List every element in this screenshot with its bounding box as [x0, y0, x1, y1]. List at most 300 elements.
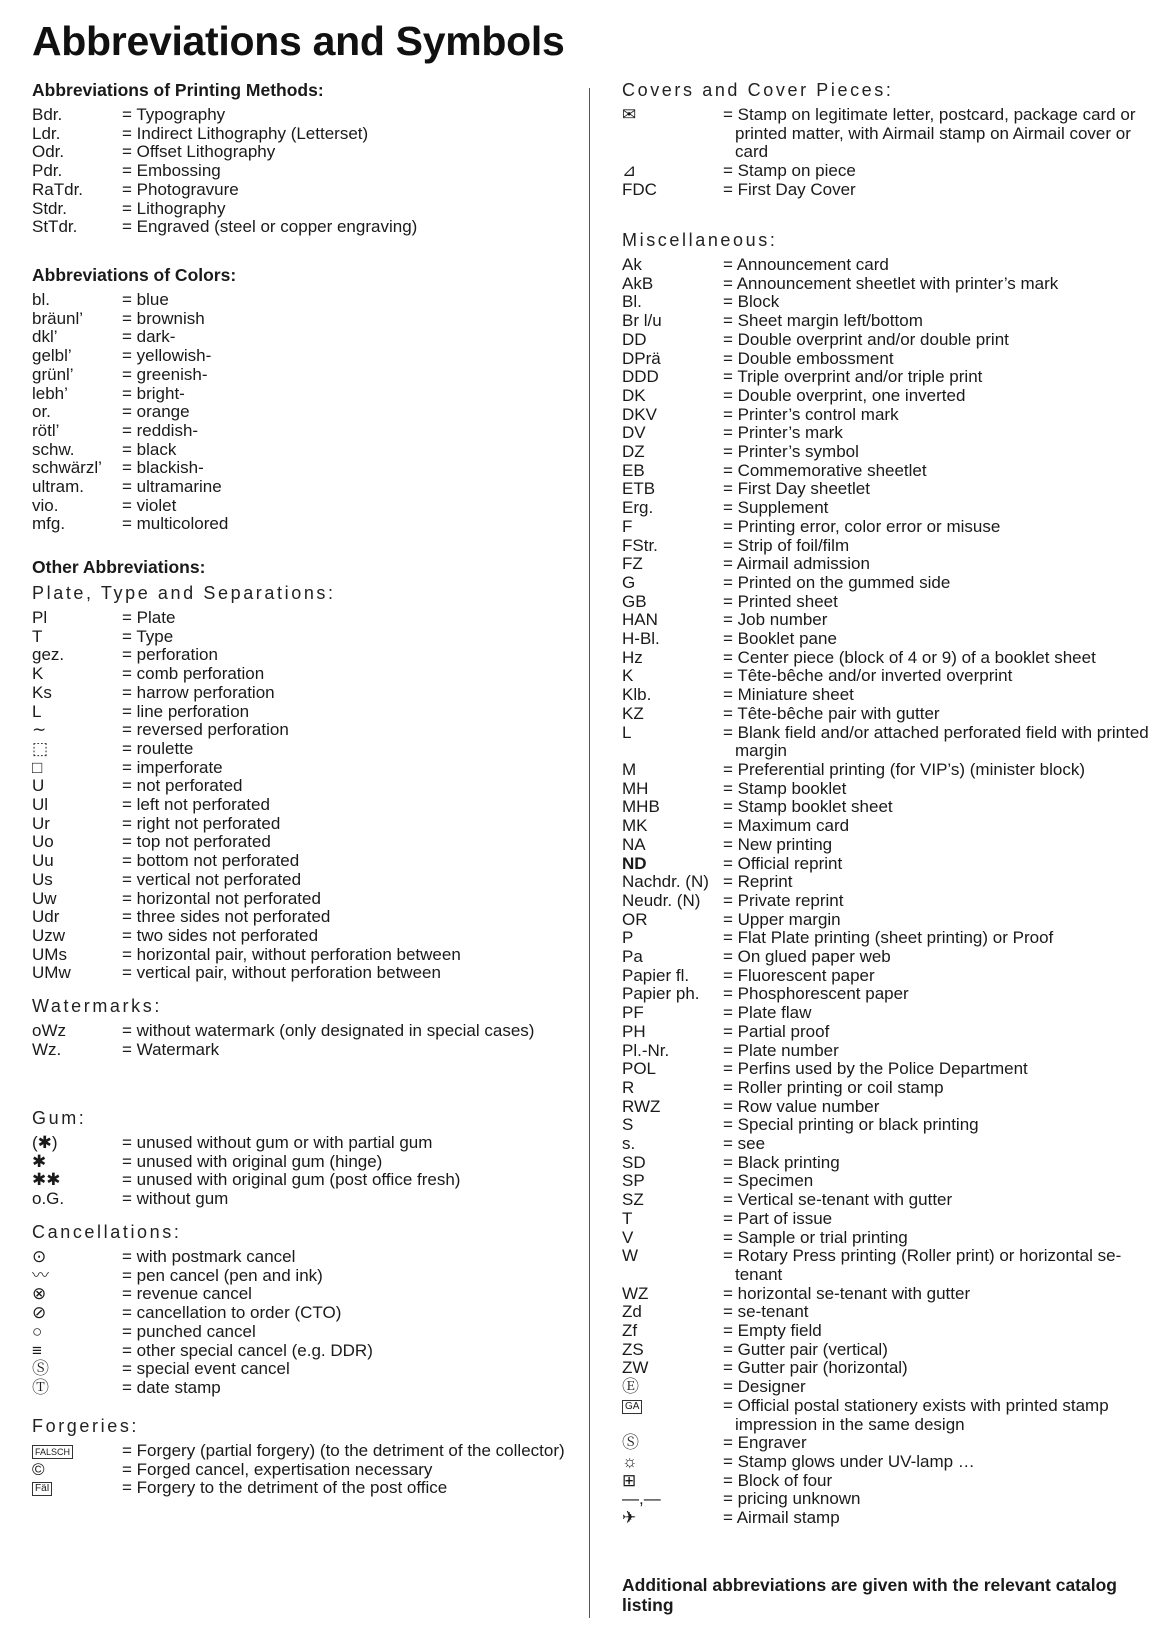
abbreviation-term: RWZ [622, 1096, 661, 1116]
abbreviation-entry [622, 424, 1162, 443]
abbreviation-entry [622, 1359, 1162, 1378]
abbreviation-term: R [622, 1077, 635, 1097]
abbreviation-entry [32, 200, 577, 219]
abbreviation-entry [622, 705, 1162, 724]
abbreviation-definition: = Airmail admission [723, 554, 870, 574]
abbreviation-entry [622, 798, 1162, 817]
abbreviation-definition: = Typography [122, 105, 226, 124]
cancellations-section [32, 1221, 577, 1398]
abbreviation-definition: = Row value number [723, 1096, 880, 1116]
abbreviation-term: rötl’ [32, 420, 60, 440]
abbreviation-definition: = Blank field and/or attached perforated field with printed margin [723, 722, 1149, 761]
abbreviation-entry [622, 1472, 1162, 1491]
abbreviation-definition: = multicolored [122, 514, 229, 534]
entry-list [622, 106, 1162, 200]
abbreviation-term: MHB [622, 797, 660, 817]
abbreviation-entry [32, 385, 577, 404]
abbreviation-entry [32, 796, 577, 815]
abbreviation-definition: = Official postal stationery exists with printed stamp impression in the same design [723, 1395, 1109, 1434]
abbreviation-entry [32, 1022, 577, 1041]
abbreviation-term: AkB [622, 273, 654, 293]
abbreviation-entry [622, 1247, 1162, 1284]
abbreviation-definition: = dark- [122, 327, 176, 347]
abbreviation-term: S [622, 1115, 634, 1135]
abbreviation-entry [622, 1210, 1162, 1229]
abbreviation-entry [32, 1379, 577, 1398]
abbreviation-definition: = Tête-bêche pair with gutter [723, 703, 940, 723]
abbreviation-term: gelbl’ [32, 346, 72, 366]
section-subheading: Plate, Type and Separations: [32, 583, 336, 603]
entry-list [32, 1248, 577, 1398]
abbreviation-entry [622, 611, 1162, 630]
abbreviation-definition: = Lithography [122, 198, 226, 218]
abbreviation-term: ⬚ [32, 738, 49, 758]
abbreviation-entry [622, 1172, 1162, 1191]
abbreviation-definition: = Perfins used by the Police Department [723, 1059, 1028, 1079]
abbreviation-definition: = date stamp [122, 1377, 221, 1397]
abbreviation-entry [622, 892, 1162, 911]
abbreviation-entry [32, 441, 577, 460]
abbreviation-entry [622, 630, 1162, 649]
abbreviation-term: Ⓔ [622, 1377, 639, 1397]
abbreviation-definition: = Stamp on legitimate letter, postcard, package card or printed matter, with Airmail stamp on Airmail cover or card [723, 105, 1136, 162]
abbreviation-definition: = blue [122, 290, 169, 309]
abbreviation-definition: = Offset Lithography [122, 142, 276, 162]
abbreviation-term: Pdr. [32, 161, 63, 181]
abbreviation-definition: = Designer [723, 1377, 806, 1397]
abbreviation-term: EB [622, 460, 645, 480]
abbreviation-entry [32, 1479, 577, 1498]
abbreviation-entry [32, 815, 577, 834]
abbreviation-term: FDC [622, 179, 657, 199]
abbreviation-entry [32, 646, 577, 665]
abbreviation-entry [32, 106, 577, 125]
abbreviation-entry [32, 946, 577, 965]
abbreviation-definition: = Double overprint, one inverted [723, 385, 966, 405]
abbreviation-term: T [32, 626, 43, 646]
section-heading: Abbreviations of Printing Methods: [32, 80, 324, 100]
abbreviation-definition: = Printer’s symbol [723, 442, 859, 462]
abbreviation-term: H-Bl. [622, 629, 660, 649]
abbreviation-term: (✱) [32, 1133, 58, 1152]
abbreviation-term: DD [622, 329, 647, 349]
abbreviation-definition: = Airmail stamp [723, 1508, 840, 1528]
abbreviation-definition: = Watermark [122, 1039, 220, 1059]
abbreviation-entry [32, 1342, 577, 1361]
abbreviation-definition: = Fluorescent paper [723, 965, 875, 985]
abbreviation-entry [32, 759, 577, 778]
abbreviation-definition: = reddish- [122, 420, 199, 440]
abbreviation-entry [622, 836, 1162, 855]
abbreviation-term: Odr. [32, 142, 65, 162]
abbreviation-definition: = special event cancel [122, 1359, 290, 1379]
abbreviation-definition: = without watermark (only designated in special cases) [122, 1021, 535, 1040]
abbreviation-definition: = Vertical se-tenant with gutter [723, 1190, 953, 1210]
other-abbreviations-section [32, 556, 577, 983]
abbreviation-entry [622, 1285, 1162, 1304]
abbreviation-term: FStr. [622, 535, 658, 555]
abbreviation-definition: = First Day sheetlet [723, 479, 870, 499]
abbreviation-entry [32, 143, 577, 162]
abbreviation-entry [32, 721, 577, 740]
abbreviation-entry [32, 478, 577, 497]
abbreviation-definition: = bright- [122, 383, 185, 403]
abbreviation-entry [622, 293, 1162, 312]
abbreviation-definition: = vertical pair, without perforation between [122, 963, 441, 983]
abbreviation-entry [32, 125, 577, 144]
entry-list [32, 1442, 577, 1498]
abbreviation-definition: = line perforation [122, 701, 250, 721]
abbreviation-term: schw. [32, 439, 75, 459]
abbreviation-entry [32, 964, 577, 983]
abbreviation-entry [622, 106, 1162, 162]
abbreviation-term: Uu [32, 851, 54, 871]
entry-list [32, 291, 577, 534]
abbreviation-entry [622, 1079, 1162, 1098]
abbreviation-term: Wz. [32, 1039, 62, 1059]
abbreviation-term: Hz [622, 647, 643, 667]
abbreviation-entry [32, 366, 577, 385]
abbreviation-entry [32, 871, 577, 890]
abbreviation-definition: = with postmark cancel [122, 1247, 296, 1266]
abbreviation-entry [32, 218, 577, 237]
abbreviation-entry [622, 406, 1162, 425]
abbreviation-term: mfg. [32, 514, 66, 534]
abbreviation-entry [32, 162, 577, 181]
abbreviation-entry [622, 1042, 1162, 1061]
abbreviation-definition: = two sides not perforated [122, 925, 319, 945]
abbreviation-entry [32, 628, 577, 647]
abbreviation-term: or. [32, 402, 51, 422]
abbreviation-entry [622, 499, 1162, 518]
abbreviation-definition: = orange [122, 402, 190, 422]
abbreviation-entry [622, 443, 1162, 462]
abbreviation-entry [32, 1360, 577, 1379]
abbreviation-entry [622, 480, 1162, 499]
abbreviation-entry [32, 665, 577, 684]
abbreviation-definition: = unused with original gum (hinge) [122, 1151, 383, 1171]
abbreviation-definition: = Stamp on piece [723, 161, 856, 181]
abbreviation-term: Nachdr. (N) [622, 872, 709, 892]
abbreviation-entry [622, 312, 1162, 331]
abbreviation-entry [32, 422, 577, 441]
abbreviation-term: Uo [32, 832, 54, 852]
abbreviation-definition: = Printer’s control mark [723, 404, 899, 424]
abbreviation-entry [32, 1171, 577, 1190]
abbreviation-definition: = without gum [122, 1189, 229, 1209]
abbreviation-entry [32, 1304, 577, 1323]
abbreviation-definition: = Upper margin [723, 909, 841, 929]
abbreviation-entry [622, 1116, 1162, 1135]
abbreviation-term: Neudr. (N) [622, 890, 701, 910]
abbreviation-definition: = vertical not perforated [122, 869, 302, 889]
abbreviation-term: ⊿ [622, 161, 637, 181]
abbreviation-entry [32, 1267, 577, 1286]
abbreviation-entry [622, 686, 1162, 705]
abbreviation-term: ⊙ [32, 1247, 47, 1266]
abbreviation-entry [622, 1060, 1162, 1079]
abbreviation-definition: = left not perforated [122, 795, 270, 815]
abbreviation-definition: = Block of four [723, 1470, 833, 1490]
abbreviation-term: Pl.-Nr. [622, 1040, 670, 1060]
abbreviation-term: UMs [32, 944, 67, 964]
abbreviation-definition: = Supplement [723, 498, 829, 518]
section-heading: Cancellations: [32, 1222, 182, 1242]
abbreviation-term: lebh’ [32, 383, 68, 403]
abbreviation-term: ETB [622, 479, 656, 499]
abbreviation-term: ✱ [32, 1151, 47, 1171]
abbreviation-term: dkl’ [32, 327, 58, 347]
abbreviation-entry [622, 574, 1162, 593]
abbreviation-term: DK [622, 385, 646, 405]
abbreviation-term: bl. [32, 290, 50, 309]
abbreviation-term: DKV [622, 404, 657, 424]
abbreviation-definition: = Block [723, 292, 780, 312]
abbreviation-term: StTdr. [32, 217, 78, 237]
abbreviation-term: Bdr. [32, 105, 63, 124]
footer-note: Additional abbreviations are given with the relevant catalog listing [622, 1575, 1117, 1615]
abbreviation-term: Ul [32, 795, 49, 815]
abbreviation-definition: = Miniature sheet [723, 685, 854, 705]
abbreviation-definition: = Preferential printing (for VIP’s) (minister block) [723, 759, 1086, 779]
abbreviation-term: Ⓢ [622, 1433, 639, 1453]
abbreviation-entry [32, 1323, 577, 1342]
abbreviation-definition: = Private reprint [723, 890, 844, 910]
abbreviation-entry [622, 667, 1162, 686]
abbreviation-definition: = Flat Plate printing (sheet printing) or Proof [723, 928, 1054, 948]
abbreviation-entry [622, 911, 1162, 930]
section-heading: Other Abbreviations: [32, 557, 206, 577]
abbreviation-entry [622, 1322, 1162, 1341]
abbreviation-term: FALSCH [32, 1445, 73, 1459]
abbreviation-definition: = Partial proof [723, 1021, 830, 1041]
entry-list [622, 256, 1162, 1528]
abbreviation-entry [32, 497, 577, 516]
column-divider [589, 88, 590, 1618]
abbreviation-term: SZ [622, 1190, 644, 1210]
abbreviation-term: UMw [32, 963, 71, 983]
entry-list [32, 106, 577, 237]
abbreviation-definition: = blackish- [122, 458, 204, 478]
page-title: Abbreviations and Symbols [32, 18, 565, 64]
abbreviation-term: Uw [32, 888, 57, 908]
abbreviation-entry [32, 310, 577, 329]
abbreviation-definition: = bottom not perforated [122, 851, 300, 871]
abbreviation-term: Papier ph. [622, 984, 700, 1004]
abbreviation-entry [32, 1442, 577, 1461]
printing-methods-section [32, 79, 577, 237]
abbreviation-term: □ [32, 757, 43, 777]
abbreviation-entry [622, 985, 1162, 1004]
abbreviation-term: ✈ [622, 1508, 637, 1528]
abbreviation-entry [622, 873, 1162, 892]
abbreviation-term: MK [622, 816, 648, 836]
abbreviation-term: Erg. [622, 498, 654, 518]
abbreviation-definition: = right not perforated [122, 813, 281, 833]
abbreviation-definition: = Maximum card [723, 816, 850, 836]
abbreviation-term: PF [622, 1003, 644, 1023]
abbreviation-entry [622, 593, 1162, 612]
abbreviation-entry [622, 537, 1162, 556]
entry-list [32, 1134, 577, 1209]
colors-section [32, 264, 577, 534]
abbreviation-entry [622, 518, 1162, 537]
abbreviation-entry [622, 1341, 1162, 1360]
abbreviation-definition: = Stamp glows under UV-lamp … [723, 1452, 975, 1471]
abbreviation-term: ⊗ [32, 1284, 47, 1304]
abbreviation-term: G [622, 572, 636, 592]
abbreviation-entry [622, 1135, 1162, 1154]
abbreviation-definition: = yellowish- [122, 346, 212, 366]
abbreviation-entry [622, 948, 1162, 967]
abbreviation-definition: = Commemorative sheetlet [723, 460, 927, 480]
abbreviation-definition: = Gutter pair (horizontal) [723, 1358, 908, 1378]
abbreviation-definition: = Roller printing or coil stamp [723, 1077, 944, 1097]
abbreviation-definition: = Empty field [723, 1321, 822, 1341]
abbreviation-term: Bl. [622, 292, 642, 312]
covers-section [622, 79, 1162, 200]
forgeries-section [32, 1415, 577, 1498]
abbreviation-term: T [622, 1208, 633, 1228]
abbreviation-definition: = Gutter pair (vertical) [723, 1339, 888, 1359]
abbreviation-term: Us [32, 869, 53, 889]
abbreviation-definition: = Job number [723, 610, 828, 630]
abbreviation-term: M [622, 759, 637, 779]
abbreviation-entry [622, 1004, 1162, 1023]
abbreviation-definition: = Rotary Press printing (Roller print) or horizontal se-tenant [723, 1246, 1122, 1284]
abbreviation-definition: = Indirect Lithography (Letterset) [122, 123, 369, 143]
abbreviation-entry [32, 459, 577, 478]
abbreviation-term: bräunl’ [32, 308, 84, 328]
abbreviation-term: Ur [32, 813, 50, 833]
abbreviation-definition: = Photogravure [122, 179, 239, 199]
abbreviation-definition: = Printed on the gummed side [723, 572, 951, 592]
abbreviation-entry [32, 1190, 577, 1209]
abbreviation-definition: = reversed perforation [122, 720, 289, 740]
abbreviation-term: RaTdr. [32, 179, 84, 199]
abbreviation-definition: = not perforated [122, 776, 243, 796]
abbreviation-term: DPrä [622, 348, 661, 368]
section-heading: Gum: [32, 1108, 87, 1128]
abbreviation-term: SP [622, 1171, 645, 1191]
abbreviation-term: FZ [622, 554, 643, 574]
abbreviation-entry [622, 1191, 1162, 1210]
abbreviation-definition: = Printing error, color error or misuse [723, 516, 1001, 536]
abbreviation-term: Papier fl. [622, 965, 690, 985]
section-heading: Forgeries: [32, 1416, 140, 1436]
abbreviation-term: L [622, 722, 632, 742]
abbreviation-definition: = Special printing or black printing [723, 1115, 979, 1135]
abbreviation-entry [622, 649, 1162, 668]
abbreviation-term: vio. [32, 495, 59, 515]
abbreviation-entry [32, 740, 577, 759]
abbreviation-definition: = se-tenant [723, 1302, 809, 1322]
abbreviation-entry [622, 761, 1162, 780]
abbreviation-entry [622, 1509, 1162, 1528]
abbreviation-term: OR [622, 909, 648, 929]
abbreviation-definition: = see [723, 1134, 766, 1154]
abbreviation-term: schwärzl’ [32, 458, 102, 478]
abbreviation-term: Ldr. [32, 123, 61, 143]
abbreviation-entry [622, 1303, 1162, 1322]
abbreviation-entry [622, 1397, 1162, 1434]
abbreviation-term: ZW [622, 1358, 649, 1378]
abbreviation-definition: = Printed sheet [723, 591, 838, 611]
abbreviation-definition: = Forgery to the detriment of the post office [122, 1478, 448, 1498]
abbreviation-definition: = Stamp booklet [723, 778, 847, 798]
abbreviation-definition: = Plate flaw [723, 1003, 812, 1023]
miscellaneous-section [622, 229, 1162, 1528]
abbreviation-term: Ⓣ [32, 1377, 49, 1397]
abbreviation-term: POL [622, 1059, 657, 1079]
abbreviation-term: SD [622, 1152, 646, 1172]
abbreviation-definition: = ultramarine [122, 477, 222, 497]
abbreviation-entry [32, 1461, 577, 1480]
abbreviation-term: GA [622, 1400, 642, 1414]
abbreviation-entry [622, 1229, 1162, 1248]
abbreviation-term: V [622, 1227, 634, 1247]
abbreviation-entry [32, 852, 577, 871]
abbreviation-definition: = Center piece (block of 4 or 9) of a booklet sheet [723, 647, 1096, 667]
abbreviation-entry [622, 555, 1162, 574]
abbreviation-definition: = roulette [122, 738, 194, 758]
abbreviation-definition: = horizontal not perforated [122, 888, 321, 908]
abbreviation-definition: = greenish- [122, 364, 208, 384]
abbreviation-entry [622, 181, 1162, 200]
abbreviation-definition: = Reprint [723, 872, 793, 892]
abbreviation-entry [622, 1154, 1162, 1173]
abbreviation-term: ND [622, 853, 647, 873]
abbreviation-definition: = Triple overprint and/or triple print [723, 367, 983, 387]
section-heading: Covers and Cover Pieces: [622, 80, 894, 100]
abbreviation-definition: = pricing unknown [723, 1489, 861, 1509]
abbreviation-term: s. [622, 1134, 636, 1154]
abbreviation-term: HAN [622, 610, 658, 630]
abbreviation-term: 〰 [32, 1265, 49, 1285]
entry-list [32, 1022, 577, 1059]
abbreviation-term: Stdr. [32, 198, 67, 218]
abbreviation-definition: = Announcement sheetlet with printer’s mark [723, 273, 1059, 293]
abbreviation-term: L [32, 701, 42, 721]
abbreviation-definition: = Black printing [723, 1152, 840, 1172]
abbreviation-term: ☼ [622, 1452, 638, 1471]
abbreviation-entry [32, 927, 577, 946]
abbreviation-entry [622, 929, 1162, 948]
abbreviation-term: ⊘ [32, 1303, 47, 1323]
abbreviation-definition: = Specimen [723, 1171, 814, 1191]
abbreviation-definition: = Strip of foil/film [723, 535, 850, 555]
abbreviation-entry [622, 275, 1162, 294]
abbreviation-term: U [32, 776, 45, 796]
abbreviation-entry [32, 833, 577, 852]
abbreviation-definition: = Printer’s mark [723, 423, 843, 443]
section-heading: Watermarks: [32, 996, 162, 1016]
abbreviation-term: Ks [32, 682, 52, 702]
abbreviation-entry [32, 515, 577, 534]
abbreviation-term: © [32, 1459, 45, 1479]
abbreviation-entry [32, 684, 577, 703]
abbreviation-term: Pl [32, 608, 48, 627]
abbreviation-term: Klb. [622, 685, 652, 705]
abbreviation-entry [32, 1248, 577, 1267]
abbreviation-definition: = Double overprint and/or double print [723, 329, 1009, 349]
abbreviation-term: WZ [622, 1283, 649, 1303]
abbreviation-definition: = Engraver [723, 1433, 807, 1453]
abbreviation-term: KZ [622, 703, 644, 723]
abbreviation-term: ultram. [32, 477, 84, 497]
watermarks-section [32, 995, 577, 1059]
abbreviation-term: DDD [622, 367, 659, 387]
